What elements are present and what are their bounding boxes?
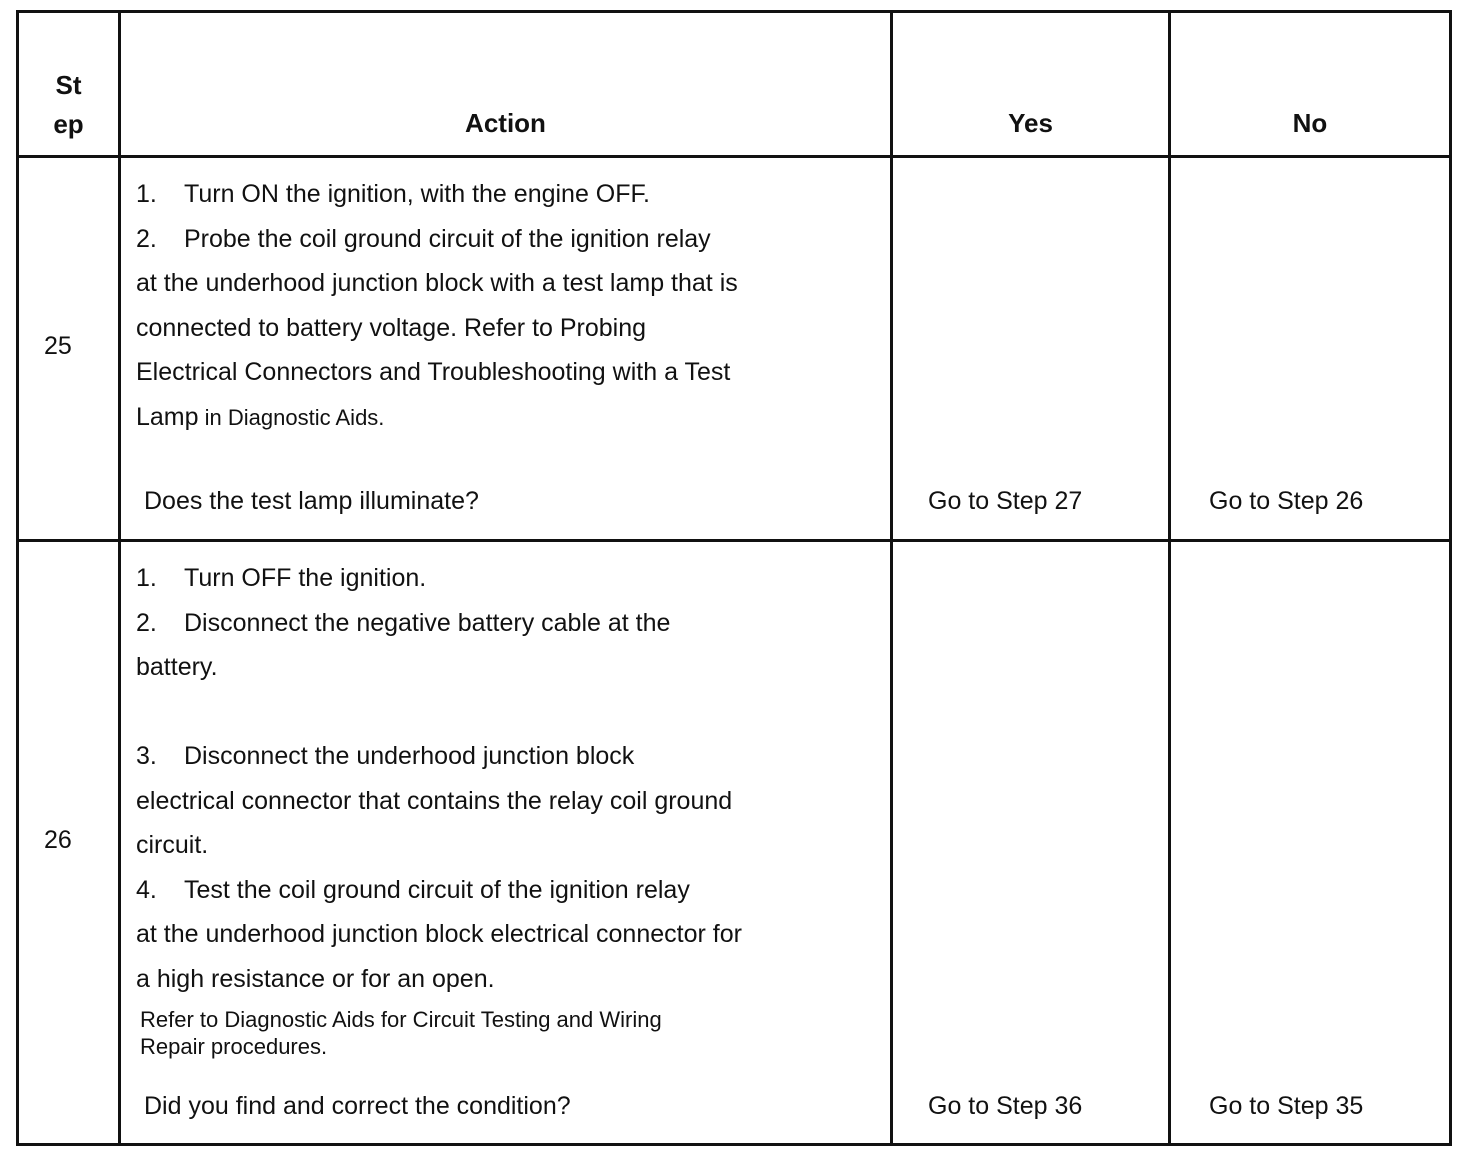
- no-goto: Go to Step 35: [1209, 1092, 1364, 1120]
- column-divider-step: [118, 10, 121, 1146]
- reference-note-line2: Repair procedures.: [140, 1034, 328, 1059]
- action-line-text: Turn ON the ignition, with the engine OFF.: [184, 180, 650, 208]
- action-line: Electrical Connectors and Troubleshooting with a Test: [136, 358, 731, 386]
- action-line: [136, 395, 738, 440]
- action-line-text: Turn OFF the ignition.: [184, 564, 427, 592]
- action-line: electrical connector that contains the relay coil ground: [136, 786, 733, 815]
- yes-goto: Go to Step 27: [928, 487, 1083, 515]
- step-question: Does the test lamp illuminate?: [144, 487, 479, 515]
- action-line: [136, 217, 738, 262]
- header-step-line2: ep: [53, 109, 84, 139]
- action-line: a high resistance or for an open.: [136, 964, 495, 993]
- action-line-number: 3.: [136, 742, 157, 770]
- action-line-number: 1.: [136, 180, 157, 208]
- step-question: Did you find and correct the condition?: [144, 1092, 571, 1120]
- action-line: [136, 734, 742, 779]
- action-line-text: Disconnect the negative battery cable at the: [184, 608, 671, 637]
- header-step-line1: St: [55, 70, 82, 100]
- action-instructions-continued: [136, 734, 742, 1001]
- table-border-right: [1449, 10, 1452, 1146]
- reference-note: [140, 1006, 662, 1060]
- table-border-bottom: [16, 1143, 1452, 1146]
- action-line: connected to battery voltage. Refer to Probing: [136, 313, 647, 342]
- action-line-number: 2.: [136, 608, 157, 637]
- step-number: 26: [44, 826, 72, 854]
- action-instructions: [136, 172, 738, 439]
- action-line-number: 2.: [136, 224, 157, 253]
- action-line: [136, 556, 670, 601]
- header-no: No: [1292, 108, 1328, 138]
- action-line: [136, 172, 738, 217]
- action-line-reference: in Diagnostic Aids.: [198, 404, 385, 430]
- table-border-left: [16, 10, 19, 1146]
- header-divider: [16, 155, 1452, 158]
- action-line: battery.: [136, 653, 218, 681]
- action-line-text: Lamp: [136, 402, 199, 431]
- no-goto: Go to Step 26: [1209, 487, 1364, 515]
- column-divider-action: [890, 10, 893, 1146]
- action-line: circuit.: [136, 831, 209, 859]
- action-line: at the underhood junction block with a test lamp that is: [136, 269, 738, 297]
- yes-goto: Go to Step 36: [928, 1092, 1083, 1120]
- table-border-top: [16, 10, 1452, 13]
- action-line: [136, 868, 742, 913]
- header-yes: Yes: [1008, 108, 1053, 138]
- header-action: Action: [465, 108, 546, 138]
- row-divider: [16, 539, 1452, 542]
- diagnostic-table: [16, 10, 1452, 1146]
- column-divider-yes: [1168, 10, 1171, 1146]
- action-line-number: 1.: [136, 564, 157, 592]
- action-line-text: Disconnect the underhood junction block: [184, 742, 635, 770]
- action-line: [136, 601, 670, 646]
- step-number: 25: [44, 332, 72, 360]
- action-line-number: 4.: [136, 875, 157, 904]
- header-step: [19, 66, 118, 144]
- action-line-text: Test the coil ground circuit of the ignition relay: [184, 875, 690, 904]
- action-line-text: Probe the coil ground circuit of the ignition relay: [184, 224, 711, 253]
- action-line: at the underhood junction block electrical connector for: [136, 920, 742, 948]
- reference-note-line1: Refer to Diagnostic Aids for Circuit Testing and Wiring: [140, 1007, 662, 1032]
- action-instructions: [136, 556, 670, 690]
